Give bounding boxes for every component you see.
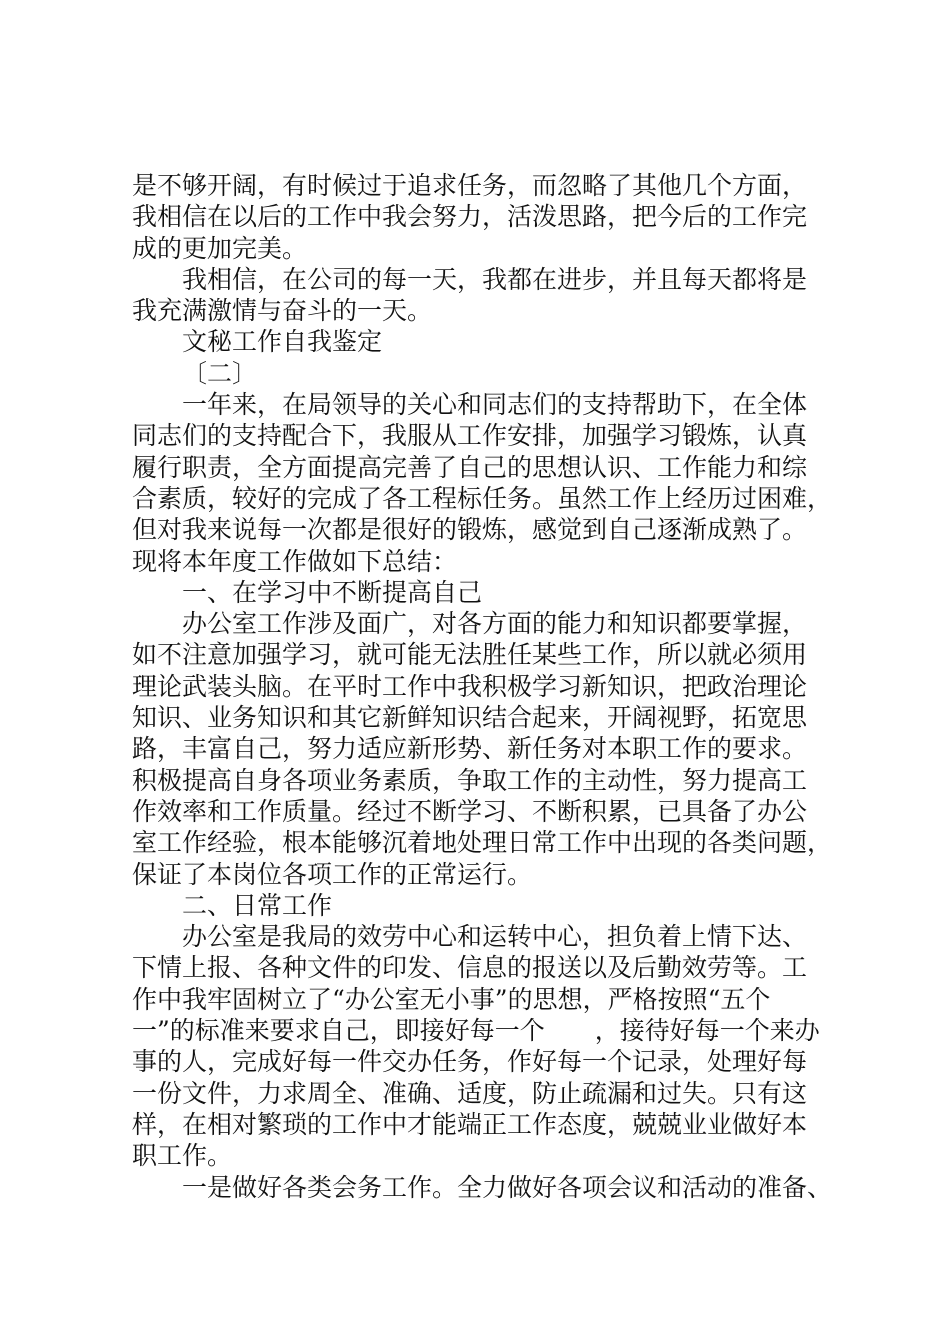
text-line: 我相信，在公司的每一天，我都在进步，并且每天都将是 [182,264,808,294]
text-line: 作中我牢固树立了“办公室无小事”的思想，严格按照“五个 [132,984,771,1014]
text-line: 〔二〕 [182,358,258,388]
text-line: 积极提高自身各项业务素质，争取工作的主动性，努力提高工 [132,765,808,795]
text-line: 成的更加完美。 [132,233,308,263]
text-line: 作效率和工作质量。经过不断学习、不断积累，已具备了办公 [132,796,808,826]
text-line: 事的人，完成好每一件交办任务，作好每一个记录，处理好每 [132,1047,808,1077]
text-line: 如不注意加强学习，就可能无法胜任某些工作，所以就必须用 [132,640,808,670]
text-line: 样，在相对繁琐的工作中才能端正工作态度，兢兢业业做好本 [132,1109,808,1139]
text-line: 二、日常工作 [182,890,333,920]
text-line: 办公室工作涉及面广，对各方面的能力和知识都要掌握， [182,609,808,639]
text-line: 但对我来说每一次都是很好的锻炼，感觉到自己逐渐成熟了。 [132,515,808,545]
text-line: 一”的标准来要求自己，即接好每一个 ，接待好每一个来办 [132,1016,820,1046]
text-line: 一是做好各类会务工作。全力做好各项会议和活动的准备、 [182,1172,833,1202]
text-line: 知识、业务知识和其它新鲜知识结合起来，开阔视野，拓宽思 [132,703,808,733]
text-line: 文秘工作自我鉴定 [182,327,383,357]
text-line: 同志们的支持配合下，我服从工作安排，加强学习锻炼，认真 [132,421,808,451]
text-line: 合素质，较好的完成了各工程标任务。虽然工作上经历过困难， [132,483,833,513]
text-line: 保证了本岗位各项工作的正常运行。 [132,859,533,889]
text-line: 现将本年度工作做如下总结： [132,546,458,576]
text-line: 是不够开阔，有时候过于追求任务，而忽略了其他几个方面， [132,171,808,200]
document-body [132,170,833,1203]
text-line: 办公室是我局的效劳中心和运转中心，担负着上情下达、 [182,922,808,952]
text-line: 一、在学习中不断提高自己 [182,577,483,607]
text-line: 履行职责，全方面提高完善了自己的思想认识、工作能力和综 [132,452,808,482]
text-line: 职工作。 [132,1141,233,1171]
text-line: 下情上报、各种文件的印发、信息的报送以及后勤效劳等。工 [132,953,808,983]
text-line: 室工作经验，根本能够沉着地处理日常工作中出现的各类问题， [132,828,833,858]
text-line: 我相信在以后的工作中我会努力，活泼思路，把今后的工作完 [132,202,808,232]
text-line: 理论武装头脑。在平时工作中我积极学习新知识，把政治理论 [132,671,808,701]
text-line: 一年来，在局领导的关心和同志们的支持帮助下，在全体 [182,390,808,420]
text-line: 一份文件，力求周全、准确、适度，防止疏漏和过失。只有这 [132,1078,808,1108]
text-line: 我充满激情与奋斗的一天。 [132,296,433,326]
text-line: 路，丰富自己，努力适应新形势、新任务对本职工作的要求。 [132,734,808,764]
